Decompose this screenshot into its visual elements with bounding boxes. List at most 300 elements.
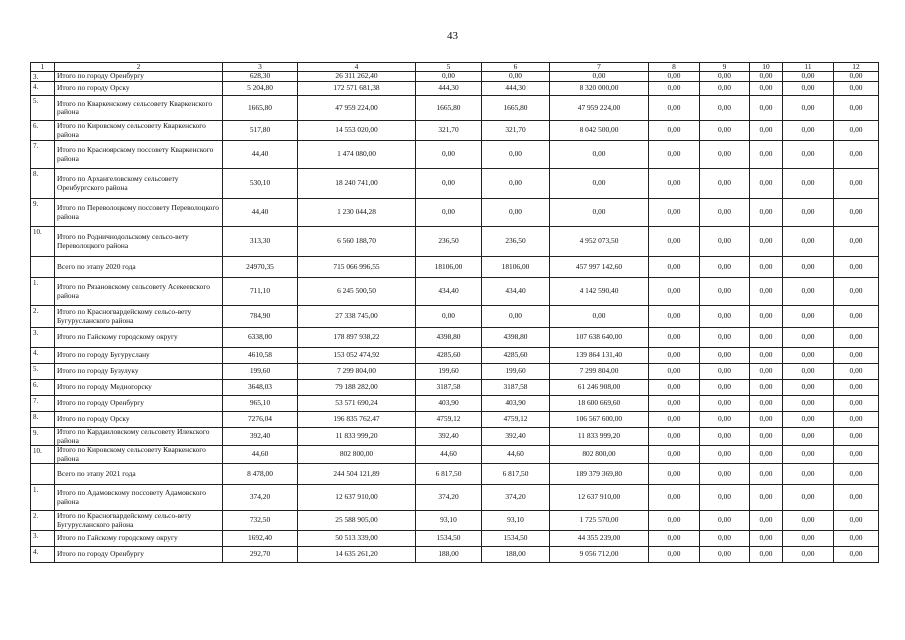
row-value: 106 567 600,00: [550, 412, 649, 428]
row-value: 0,00: [834, 428, 879, 446]
row-value: 0,00: [834, 278, 879, 306]
row-value: 79 188 282,00: [298, 380, 416, 396]
row-value: 199,60: [416, 364, 482, 380]
row-value: 0,00: [834, 257, 879, 278]
column-number: 3: [223, 63, 298, 72]
row-value: 196 835 762,47: [298, 412, 416, 428]
row-value: 0,00: [649, 547, 700, 563]
row-value: 244 504 121,89: [298, 464, 416, 485]
row-value: 444,30: [482, 82, 550, 96]
row-value: 0,00: [783, 428, 834, 446]
row-number: 9.: [31, 199, 55, 227]
row-number: [31, 464, 55, 485]
row-value: 0,00: [649, 446, 700, 464]
row-value: 1534,50: [416, 531, 482, 547]
table-row: [31, 464, 879, 485]
row-name: Итого по Гайскому городскому округу: [55, 328, 223, 348]
table-row: [31, 278, 879, 306]
row-value: 0,00: [550, 199, 649, 227]
row-value: 188,00: [482, 547, 550, 563]
row-value: 0,00: [783, 364, 834, 380]
row-value: 0,00: [834, 82, 879, 96]
row-name: Итого по Кваркенскому сельсовету Кваркенского района: [55, 96, 223, 121]
row-value: 0,00: [783, 82, 834, 96]
row-value: 1 474 080,00: [298, 141, 416, 169]
column-number: 12: [834, 63, 879, 72]
row-value: 8 042 500,00: [550, 121, 649, 141]
row-number: 8.: [31, 169, 55, 199]
row-value: 0,00: [834, 96, 879, 121]
row-number: 5.: [31, 364, 55, 380]
table-row: [31, 121, 879, 141]
row-value: 0,00: [783, 531, 834, 547]
row-value: 444,30: [416, 82, 482, 96]
row-value: 0,00: [700, 428, 750, 446]
row-value: 0,00: [834, 412, 879, 428]
row-value: 26 311 262,40: [298, 72, 416, 82]
row-value: 0,00: [649, 396, 700, 412]
row-value: 0,00: [416, 306, 482, 328]
row-value: 0,00: [783, 121, 834, 141]
row-value: 4398,80: [482, 328, 550, 348]
row-value: 0,00: [550, 141, 649, 169]
row-value: 0,00: [750, 511, 783, 531]
row-value: 0,00: [834, 141, 879, 169]
column-number: 7: [550, 63, 649, 72]
row-value: 1665,80: [416, 96, 482, 121]
row-value: 0,00: [550, 72, 649, 82]
row-name: Всего по этапу 2021 года: [55, 464, 223, 485]
row-number: 8.: [31, 412, 55, 428]
row-value: 0,00: [750, 199, 783, 227]
row-name: Итого по городу Бузулуку: [55, 364, 223, 380]
row-value: 0,00: [700, 72, 750, 82]
row-value: 0,00: [416, 141, 482, 169]
row-value: 0,00: [649, 227, 700, 257]
row-value: 0,00: [416, 169, 482, 199]
row-value: 0,00: [750, 306, 783, 328]
row-name: Итого по Родничнодольскому сельсо-вету Переволоцкого района: [55, 227, 223, 257]
row-value: 0,00: [649, 464, 700, 485]
row-value: 517,80: [223, 121, 298, 141]
row-value: 4759,12: [416, 412, 482, 428]
column-number: 1: [31, 63, 55, 72]
row-value: 0,00: [783, 511, 834, 531]
row-value: 0,00: [783, 199, 834, 227]
table-row: [31, 96, 879, 121]
row-value: 374,20: [416, 485, 482, 511]
row-number: 2.: [31, 306, 55, 328]
table-row: [31, 511, 879, 531]
row-value: 0,00: [649, 531, 700, 547]
row-value: 0,00: [700, 141, 750, 169]
row-value: 44,40: [223, 199, 298, 227]
row-value: 0,00: [834, 364, 879, 380]
row-value: 0,00: [750, 364, 783, 380]
column-number: 5: [416, 63, 482, 72]
table-row: [31, 199, 879, 227]
row-name: Итого по Переволоцкому поссовету Переволоцкого района: [55, 199, 223, 227]
row-value: 0,00: [783, 547, 834, 563]
row-value: 628,30: [223, 72, 298, 82]
row-value: 0,00: [783, 380, 834, 396]
row-value: 0,00: [649, 306, 700, 328]
row-value: 0,00: [750, 547, 783, 563]
row-value: 392,40: [482, 428, 550, 446]
row-value: 0,00: [700, 199, 750, 227]
table-row: [31, 531, 879, 547]
row-value: 199,60: [482, 364, 550, 380]
row-value: 0,00: [750, 257, 783, 278]
row-name: Итого по Рязановскому сельсовету Асекеевского района: [55, 278, 223, 306]
row-value: 0,00: [783, 278, 834, 306]
row-value: 0,00: [700, 464, 750, 485]
row-value: 374,20: [482, 485, 550, 511]
row-value: 802 800,00: [298, 446, 416, 464]
table-row: [31, 82, 879, 96]
row-value: 0,00: [783, 328, 834, 348]
row-number: 1.: [31, 278, 55, 306]
row-value: 4 952 073,50: [550, 227, 649, 257]
row-value: 12 637 910,00: [298, 485, 416, 511]
row-value: 0,00: [750, 278, 783, 306]
row-value: 44,60: [482, 446, 550, 464]
row-value: 1665,80: [223, 96, 298, 121]
row-value: 0,00: [649, 328, 700, 348]
table-row: [31, 141, 879, 169]
row-name: Всего по этапу 2020 года: [55, 257, 223, 278]
row-value: 0,00: [783, 96, 834, 121]
row-value: 61 246 908,00: [550, 380, 649, 396]
row-value: 0,00: [482, 199, 550, 227]
column-number: 6: [482, 63, 550, 72]
row-value: 0,00: [649, 511, 700, 531]
row-value: 0,00: [649, 199, 700, 227]
row-number: 10.: [31, 227, 55, 257]
row-value: 0,00: [649, 485, 700, 511]
row-value: 6 245 500,50: [298, 278, 416, 306]
row-value: 0,00: [834, 396, 879, 412]
row-value: 4610,58: [223, 348, 298, 364]
row-value: 0,00: [750, 446, 783, 464]
row-value: 0,00: [649, 257, 700, 278]
row-value: 392,40: [223, 428, 298, 446]
page-number: 43: [447, 30, 458, 42]
row-value: 0,00: [783, 257, 834, 278]
row-value: 8 478,00: [223, 464, 298, 485]
row-value: 6 817,50: [416, 464, 482, 485]
row-value: 3187,58: [416, 380, 482, 396]
row-value: 530,10: [223, 169, 298, 199]
row-number: [31, 257, 55, 278]
row-value: 0,00: [750, 96, 783, 121]
row-value: 0,00: [834, 306, 879, 328]
row-value: 4 142 590,40: [550, 278, 649, 306]
row-value: 4759,12: [482, 412, 550, 428]
row-name: Итого по городу Оренбургу: [55, 72, 223, 82]
row-name: Итого по городу Бугуруслану: [55, 348, 223, 364]
row-value: 0,00: [834, 328, 879, 348]
row-number: 9.: [31, 428, 55, 446]
row-value: 0,00: [750, 82, 783, 96]
row-value: 18106,00: [482, 257, 550, 278]
row-value: 0,00: [750, 485, 783, 511]
row-value: 0,00: [834, 485, 879, 511]
row-value: 0,00: [834, 227, 879, 257]
row-value: 18106,00: [416, 257, 482, 278]
row-number: 6.: [31, 121, 55, 141]
row-value: 1 725 570,00: [550, 511, 649, 531]
row-value: 0,00: [700, 531, 750, 547]
column-number: 2: [55, 63, 223, 72]
row-value: 4285,60: [482, 348, 550, 364]
row-value: 715 066 996,55: [298, 257, 416, 278]
row-value: 14 635 261,20: [298, 547, 416, 563]
row-value: 107 638 640,00: [550, 328, 649, 348]
row-value: 7 299 804,00: [298, 364, 416, 380]
row-value: 0,00: [750, 169, 783, 199]
row-value: 0,00: [834, 72, 879, 82]
row-name: Итого по Красноярскому поссовету Кваркенского района: [55, 141, 223, 169]
table-row: [31, 485, 879, 511]
row-name: Итого по Архангеловскому сельсовету Оренбургского района: [55, 169, 223, 199]
row-value: 0,00: [783, 72, 834, 82]
row-number: 4.: [31, 348, 55, 364]
table-row: [31, 446, 879, 464]
row-value: 0,00: [649, 380, 700, 396]
row-value: 0,00: [649, 72, 700, 82]
row-value: 0,00: [649, 96, 700, 121]
row-number: 7.: [31, 396, 55, 412]
row-value: 0,00: [700, 485, 750, 511]
table-row: [31, 348, 879, 364]
row-value: 0,00: [783, 446, 834, 464]
row-value: 0,00: [700, 96, 750, 121]
row-value: 0,00: [700, 380, 750, 396]
row-name: Итого по Адамовскому поссовету Адамовского района: [55, 485, 223, 511]
row-number: 5.: [31, 96, 55, 121]
row-value: 236,50: [416, 227, 482, 257]
row-value: 0,00: [750, 227, 783, 257]
row-value: 457 997 142,60: [550, 257, 649, 278]
row-value: 14 553 020,00: [298, 121, 416, 141]
row-value: 0,00: [700, 169, 750, 199]
table-row: [31, 396, 879, 412]
row-value: 0,00: [783, 464, 834, 485]
row-value: 0,00: [550, 306, 649, 328]
row-value: 11 833 999,20: [550, 428, 649, 446]
row-value: 7276,04: [223, 412, 298, 428]
row-value: 0,00: [834, 121, 879, 141]
row-value: 1692,40: [223, 531, 298, 547]
row-value: 139 864 131,40: [550, 348, 649, 364]
row-value: 0,00: [750, 412, 783, 428]
row-number: 3.: [31, 72, 55, 82]
row-value: 25 588 905,00: [298, 511, 416, 531]
row-name: Итого по Гайскому городскому округу: [55, 531, 223, 547]
row-value: 0,00: [649, 364, 700, 380]
row-value: 53 571 690,24: [298, 396, 416, 412]
row-value: 50 513 339,00: [298, 531, 416, 547]
row-value: 178 897 938,22: [298, 328, 416, 348]
row-value: 0,00: [834, 446, 879, 464]
row-value: 0,00: [834, 169, 879, 199]
row-value: 27 338 745,00: [298, 306, 416, 328]
data-table: [30, 62, 879, 563]
row-value: 0,00: [783, 169, 834, 199]
row-number: 10.: [31, 446, 55, 464]
table-body: [31, 63, 879, 563]
row-value: 3187,58: [482, 380, 550, 396]
row-number: 4.: [31, 82, 55, 96]
column-number: 8: [649, 63, 700, 72]
row-name: Итого по городу Оренбургу: [55, 396, 223, 412]
row-value: 0,00: [750, 396, 783, 412]
row-value: 1665,80: [482, 96, 550, 121]
row-value: 1 230 044,28: [298, 199, 416, 227]
row-value: 0,00: [700, 278, 750, 306]
table-row: [31, 72, 879, 82]
row-value: 0,00: [649, 278, 700, 306]
row-name: Итого по Красногвардейскому сельсо-вету Бугурусланского района: [55, 511, 223, 531]
row-number: 6.: [31, 380, 55, 396]
row-value: 0,00: [649, 82, 700, 96]
row-value: 0,00: [700, 121, 750, 141]
row-value: 0,00: [834, 531, 879, 547]
row-value: 47 959 224,00: [298, 96, 416, 121]
row-value: 44 355 239,00: [550, 531, 649, 547]
row-value: 0,00: [700, 328, 750, 348]
row-value: 199,60: [223, 364, 298, 380]
row-value: 8 320 000,00: [550, 82, 649, 96]
row-value: 965,10: [223, 396, 298, 412]
row-value: 0,00: [649, 428, 700, 446]
row-value: 0,00: [783, 396, 834, 412]
row-value: 0,00: [700, 396, 750, 412]
row-name: Итого по Кировскому сельсовету Кваркенского района: [55, 121, 223, 141]
row-value: 93,10: [482, 511, 550, 531]
row-value: 784,90: [223, 306, 298, 328]
row-name: Итого по Красногвардейскому сельсо-вету Бугурусланского района: [55, 306, 223, 328]
row-name: Итого по городу Оренбургу: [55, 547, 223, 563]
row-value: 189 379 369,80: [550, 464, 649, 485]
row-name: Итого по Кардаиловскому сельсовету Илекского района: [55, 428, 223, 446]
row-value: 0,00: [482, 306, 550, 328]
row-value: 44,60: [416, 446, 482, 464]
column-number: 11: [783, 63, 834, 72]
row-value: 0,00: [750, 380, 783, 396]
column-number: 9: [700, 63, 750, 72]
row-name: Итого по городу Орску: [55, 82, 223, 96]
row-number: 1.: [31, 485, 55, 511]
row-value: 374,20: [223, 485, 298, 511]
table-row: [31, 227, 879, 257]
row-value: 0,00: [783, 141, 834, 169]
row-value: 0,00: [700, 227, 750, 257]
row-value: 0,00: [700, 257, 750, 278]
row-value: 0,00: [649, 348, 700, 364]
row-value: 0,00: [700, 412, 750, 428]
row-value: 18 600 669,60: [550, 396, 649, 412]
row-value: 0,00: [649, 141, 700, 169]
row-value: 0,00: [750, 428, 783, 446]
row-value: 47 959 224,00: [550, 96, 649, 121]
table-row: [31, 364, 879, 380]
row-value: 0,00: [750, 72, 783, 82]
row-value: 0,00: [700, 82, 750, 96]
row-value: 0,00: [550, 169, 649, 199]
row-value: 12 637 910,00: [550, 485, 649, 511]
row-value: 0,00: [700, 547, 750, 563]
row-value: 153 052 474,92: [298, 348, 416, 364]
row-value: 6338,00: [223, 328, 298, 348]
row-value: 403,90: [416, 396, 482, 412]
table-row: [31, 428, 879, 446]
row-value: 434,40: [416, 278, 482, 306]
row-value: 18 240 741,00: [298, 169, 416, 199]
row-value: 0,00: [834, 511, 879, 531]
row-value: 321,70: [416, 121, 482, 141]
table-row: [31, 169, 879, 199]
row-value: 0,00: [783, 348, 834, 364]
row-value: 0,00: [649, 121, 700, 141]
row-value: 0,00: [700, 348, 750, 364]
row-value: 44,40: [223, 141, 298, 169]
row-value: 0,00: [750, 531, 783, 547]
row-value: 0,00: [700, 306, 750, 328]
column-number-row: [31, 63, 879, 72]
row-value: 0,00: [783, 412, 834, 428]
row-value: 5 204,80: [223, 82, 298, 96]
row-value: 9 056 712,00: [550, 547, 649, 563]
row-number: 2.: [31, 511, 55, 531]
row-value: 0,00: [834, 464, 879, 485]
row-value: 4398,80: [416, 328, 482, 348]
row-value: 0,00: [750, 141, 783, 169]
row-value: 93,10: [416, 511, 482, 531]
row-number: 4.: [31, 547, 55, 563]
row-value: 4285,60: [416, 348, 482, 364]
row-value: 236,50: [482, 227, 550, 257]
row-value: 321,70: [482, 121, 550, 141]
row-value: 0,00: [700, 511, 750, 531]
row-value: 7 299 804,00: [550, 364, 649, 380]
row-value: 0,00: [700, 446, 750, 464]
table-row: [31, 547, 879, 563]
row-number: 3.: [31, 328, 55, 348]
row-value: 6 560 188,70: [298, 227, 416, 257]
row-name: Итого по городу Медногорску: [55, 380, 223, 396]
row-name: Итого по городу Орску: [55, 412, 223, 428]
row-value: 0,00: [482, 169, 550, 199]
row-value: 3648,03: [223, 380, 298, 396]
row-value: 0,00: [783, 227, 834, 257]
table-row: [31, 412, 879, 428]
row-value: 0,00: [750, 328, 783, 348]
row-name: Итого по Кировскому сельсовету Кваркенского района: [55, 446, 223, 464]
row-value: 0,00: [783, 485, 834, 511]
row-value: 0,00: [416, 199, 482, 227]
row-value: 0,00: [649, 412, 700, 428]
row-value: 0,00: [783, 306, 834, 328]
column-number: 4: [298, 63, 416, 72]
row-value: 434,40: [482, 278, 550, 306]
row-value: 44,60: [223, 446, 298, 464]
row-value: 802 800,00: [550, 446, 649, 464]
row-value: 0,00: [834, 199, 879, 227]
row-value: 0,00: [482, 141, 550, 169]
row-value: 0,00: [416, 72, 482, 82]
